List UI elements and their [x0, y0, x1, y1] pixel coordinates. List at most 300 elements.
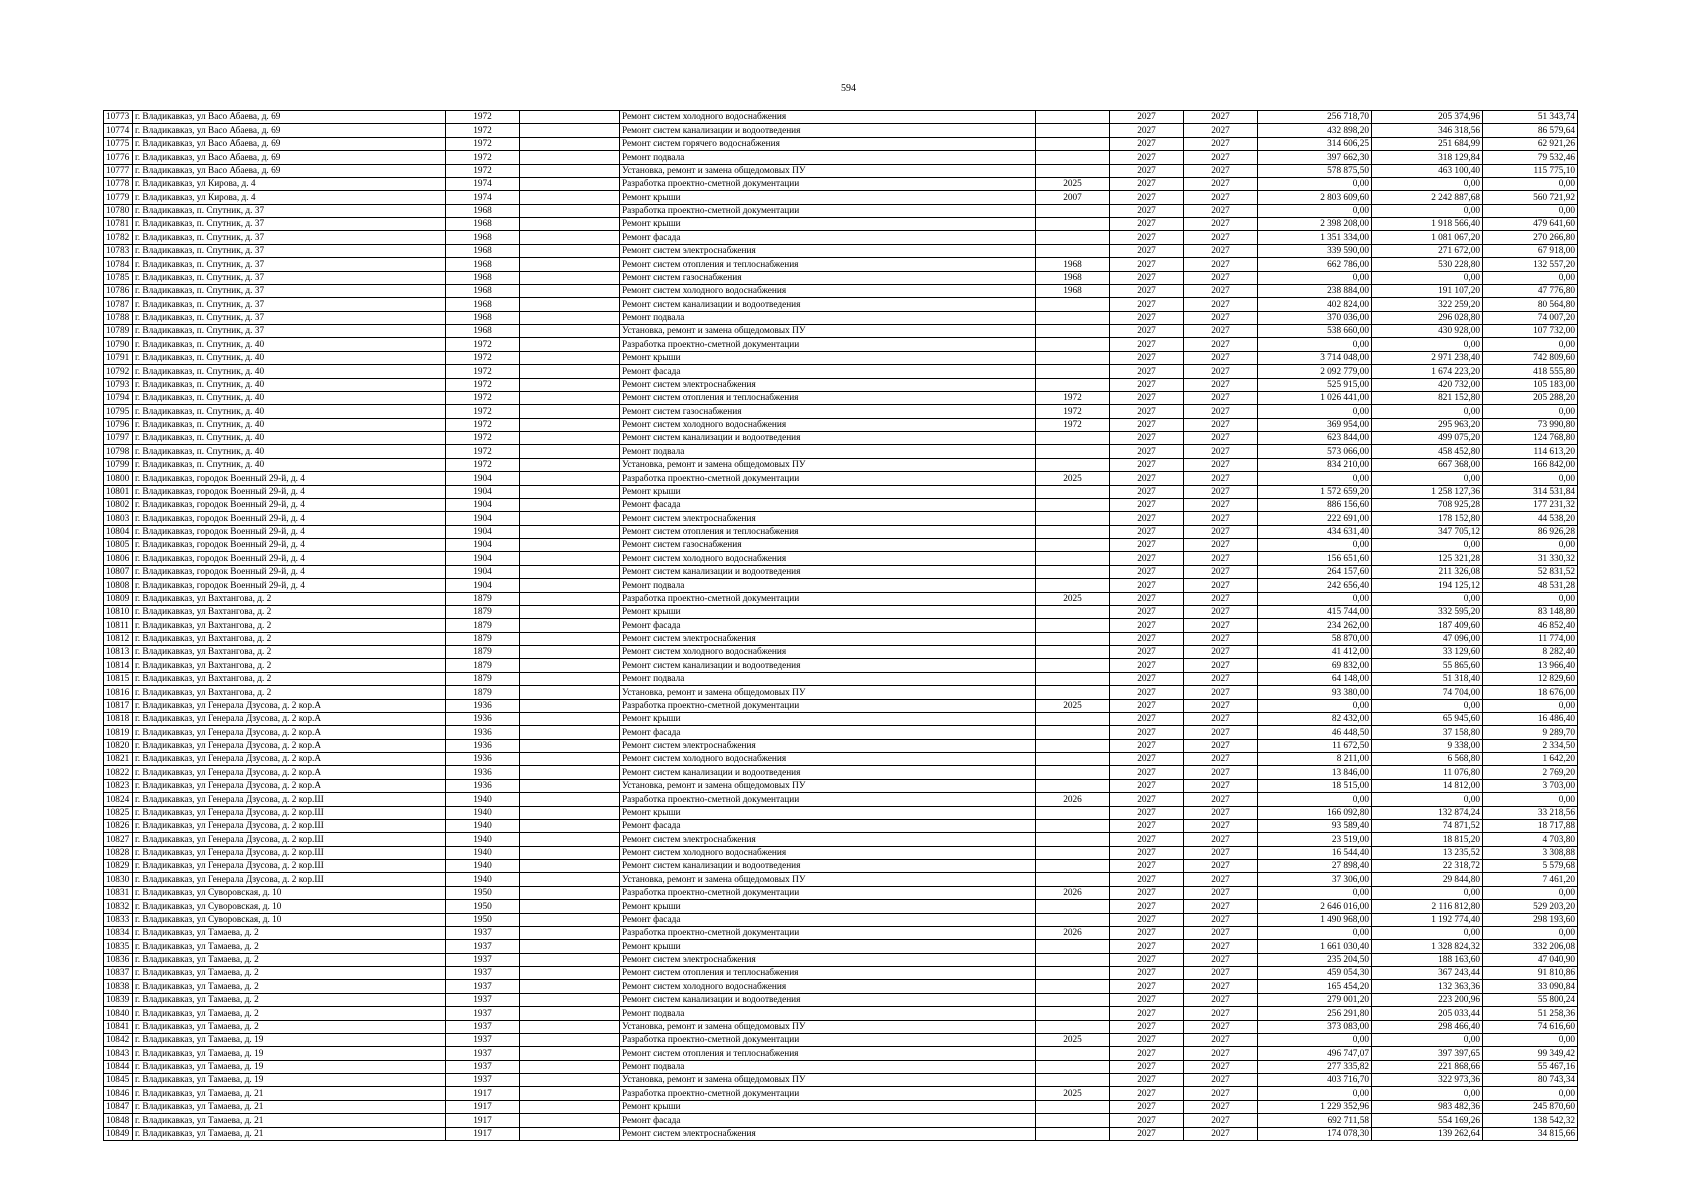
- year-from-cell: 2027: [1110, 860, 1184, 873]
- year-from-cell: 2027: [1110, 739, 1184, 752]
- year-to-cell: 2027: [1184, 699, 1258, 712]
- table-row: [104, 646, 1578, 659]
- fund-cost-cell: 667 368,00: [1372, 458, 1483, 471]
- owners-cost-cell: 80 743,34: [1483, 1074, 1578, 1087]
- owners-cost-cell: 74 007,20: [1483, 311, 1578, 324]
- year-from-cell: 2027: [1110, 485, 1184, 498]
- total-cost-cell: 93 380,00: [1258, 686, 1372, 699]
- total-cost-cell: 27 898,40: [1258, 860, 1372, 873]
- blank-cell: [520, 860, 620, 873]
- year-built-cell: 1950: [446, 913, 520, 926]
- year-to-cell: 2027: [1184, 967, 1258, 980]
- address-cell: г. Владикавказ, ул Генерала Дзусова, д. 2 кор.А: [133, 779, 446, 792]
- total-cost-cell: 18 515,00: [1258, 779, 1372, 792]
- address-cell: г. Владикавказ, городок Военный 29-й, д. 4: [133, 552, 446, 565]
- year-from-cell: 2027: [1110, 151, 1184, 164]
- total-cost-cell: 370 036,00: [1258, 311, 1372, 324]
- total-cost-cell: 46 448,50: [1258, 726, 1372, 739]
- year-from-cell: 2027: [1110, 432, 1184, 445]
- owners-cost-cell: 73 990,80: [1483, 418, 1578, 431]
- owners-cost-cell: 0,00: [1483, 405, 1578, 418]
- owners-cost-cell: 332 206,08: [1483, 940, 1578, 953]
- fund-cost-cell: 125 321,28: [1372, 552, 1483, 565]
- prev-year-cell: [1036, 605, 1110, 618]
- table-row: [104, 1087, 1578, 1100]
- address-cell: г. Владикавказ, ул Вахтангова, д. 2: [133, 605, 446, 618]
- owners-cost-cell: 0,00: [1483, 926, 1578, 939]
- year-built-cell: 1968: [446, 271, 520, 284]
- owners-cost-cell: 245 870,60: [1483, 1100, 1578, 1113]
- address-cell: г. Владикавказ, городок Военный 29-й, д. 4: [133, 565, 446, 578]
- work-type-cell: Ремонт фасада: [620, 819, 1036, 832]
- work-type-cell: Ремонт систем холодного водоснабжения: [620, 753, 1036, 766]
- blank-cell: [520, 940, 620, 953]
- owners-cost-cell: 91 810,86: [1483, 967, 1578, 980]
- year-from-cell: 2027: [1110, 498, 1184, 511]
- prev-year-cell: [1036, 672, 1110, 685]
- owners-cost-cell: 62 921,26: [1483, 137, 1578, 150]
- year-to-cell: 2027: [1184, 779, 1258, 792]
- prev-year-cell: [1036, 913, 1110, 926]
- table-row: [104, 258, 1578, 271]
- prev-year-cell: [1036, 204, 1110, 217]
- year-built-cell: 1968: [446, 325, 520, 338]
- owners-cost-cell: 529 203,20: [1483, 900, 1578, 913]
- year-built-cell: 1972: [446, 351, 520, 364]
- row-id: 10813: [104, 646, 133, 659]
- address-cell: г. Владикавказ, п. Спутник, д. 40: [133, 432, 446, 445]
- year-built-cell: 1972: [446, 137, 520, 150]
- owners-cost-cell: 298 193,60: [1483, 913, 1578, 926]
- table-row: [104, 204, 1578, 217]
- fund-cost-cell: 2 971 238,40: [1372, 351, 1483, 364]
- work-type-cell: Ремонт систем холодного водоснабжения: [620, 284, 1036, 297]
- year-to-cell: 2027: [1184, 806, 1258, 819]
- work-type-cell: Ремонт крыши: [620, 1100, 1036, 1113]
- year-built-cell: 1936: [446, 779, 520, 792]
- blank-cell: [520, 846, 620, 859]
- year-from-cell: 2027: [1110, 659, 1184, 672]
- year-built-cell: 1972: [446, 338, 520, 351]
- fund-cost-cell: 0,00: [1372, 1087, 1483, 1100]
- year-to-cell: 2027: [1184, 552, 1258, 565]
- total-cost-cell: 64 148,00: [1258, 672, 1372, 685]
- row-id: 10805: [104, 539, 133, 552]
- owners-cost-cell: 51 343,74: [1483, 111, 1578, 124]
- row-id: 10830: [104, 873, 133, 886]
- work-type-cell: Ремонт подвала: [620, 1007, 1036, 1020]
- work-type-cell: Установка, ремонт и замена общедомовых ПУ: [620, 164, 1036, 177]
- year-to-cell: 2027: [1184, 592, 1258, 605]
- row-id: 10847: [104, 1100, 133, 1113]
- total-cost-cell: 1 026 441,00: [1258, 391, 1372, 404]
- year-built-cell: 1968: [446, 231, 520, 244]
- year-to-cell: 2027: [1184, 1060, 1258, 1073]
- prev-year-cell: [1036, 873, 1110, 886]
- blank-cell: [520, 980, 620, 993]
- blank-cell: [520, 672, 620, 685]
- year-from-cell: 2027: [1110, 686, 1184, 699]
- year-built-cell: 1879: [446, 646, 520, 659]
- total-cost-cell: 314 606,25: [1258, 137, 1372, 150]
- total-cost-cell: 166 092,80: [1258, 806, 1372, 819]
- fund-cost-cell: 251 684,99: [1372, 137, 1483, 150]
- owners-cost-cell: 114 613,20: [1483, 445, 1578, 458]
- blank-cell: [520, 699, 620, 712]
- year-to-cell: 2027: [1184, 712, 1258, 725]
- row-id: 10827: [104, 833, 133, 846]
- work-type-cell: Ремонт крыши: [620, 940, 1036, 953]
- row-id: 10791: [104, 351, 133, 364]
- year-built-cell: 1936: [446, 699, 520, 712]
- blank-cell: [520, 552, 620, 565]
- row-id: 10821: [104, 753, 133, 766]
- prev-year-cell: [1036, 498, 1110, 511]
- row-id: 10811: [104, 619, 133, 632]
- prev-year-cell: [1036, 298, 1110, 311]
- total-cost-cell: 373 083,00: [1258, 1020, 1372, 1033]
- row-id: 10775: [104, 137, 133, 150]
- year-to-cell: 2027: [1184, 284, 1258, 297]
- prev-year-cell: [1036, 111, 1110, 124]
- row-id: 10794: [104, 391, 133, 404]
- address-cell: г. Владикавказ, городок Военный 29-й, д. 4: [133, 485, 446, 498]
- blank-cell: [520, 1087, 620, 1100]
- year-to-cell: 2027: [1184, 1033, 1258, 1046]
- total-cost-cell: 156 651,60: [1258, 552, 1372, 565]
- table-row: [104, 753, 1578, 766]
- address-cell: г. Владикавказ, ул Генерала Дзусова, д. 2 кор.Ш: [133, 860, 446, 873]
- work-type-cell: Ремонт крыши: [620, 712, 1036, 725]
- work-type-cell: Ремонт систем канализации и водоотведения: [620, 565, 1036, 578]
- owners-cost-cell: 80 564,80: [1483, 298, 1578, 311]
- owners-cost-cell: 115 775,10: [1483, 164, 1578, 177]
- year-built-cell: 1936: [446, 726, 520, 739]
- year-from-cell: 2027: [1110, 753, 1184, 766]
- owners-cost-cell: 1 642,20: [1483, 753, 1578, 766]
- blank-cell: [520, 1114, 620, 1127]
- fund-cost-cell: 420 732,00: [1372, 378, 1483, 391]
- address-cell: г. Владикавказ, п. Спутник, д. 40: [133, 445, 446, 458]
- year-from-cell: 2027: [1110, 271, 1184, 284]
- year-built-cell: 1974: [446, 191, 520, 204]
- prev-year-cell: 2025: [1036, 472, 1110, 485]
- year-from-cell: 2027: [1110, 913, 1184, 926]
- address-cell: г. Владикавказ, п. Спутник, д. 37: [133, 218, 446, 231]
- year-to-cell: 2027: [1184, 1020, 1258, 1033]
- total-cost-cell: 1 229 352,96: [1258, 1100, 1372, 1113]
- year-built-cell: 1940: [446, 833, 520, 846]
- fund-cost-cell: 499 075,20: [1372, 432, 1483, 445]
- address-cell: г. Владикавказ, ул Генерала Дзусова, д. 2 кор.А: [133, 739, 446, 752]
- row-id: 10789: [104, 325, 133, 338]
- table-row: [104, 672, 1578, 685]
- address-cell: г. Владикавказ, ул Тамаева, д. 21: [133, 1127, 446, 1140]
- work-type-cell: Установка, ремонт и замена общедомовых ПУ: [620, 325, 1036, 338]
- table-row: [104, 659, 1578, 672]
- year-built-cell: 1879: [446, 632, 520, 645]
- address-cell: г. Владикавказ, п. Спутник, д. 40: [133, 405, 446, 418]
- owners-cost-cell: 0,00: [1483, 886, 1578, 899]
- address-cell: г. Владикавказ, городок Военный 29-й, д. 4: [133, 512, 446, 525]
- blank-cell: [520, 1033, 620, 1046]
- row-id: 10833: [104, 913, 133, 926]
- row-id: 10836: [104, 953, 133, 966]
- year-to-cell: 2027: [1184, 137, 1258, 150]
- owners-cost-cell: 5 579,68: [1483, 860, 1578, 873]
- total-cost-cell: 0,00: [1258, 271, 1372, 284]
- owners-cost-cell: 46 852,40: [1483, 619, 1578, 632]
- owners-cost-cell: 12 829,60: [1483, 672, 1578, 685]
- prev-year-cell: 2026: [1036, 926, 1110, 939]
- prev-year-cell: [1036, 980, 1110, 993]
- year-from-cell: 2027: [1110, 378, 1184, 391]
- table-row: [104, 284, 1578, 297]
- table-row: [104, 1007, 1578, 1020]
- fund-cost-cell: 0,00: [1372, 699, 1483, 712]
- year-to-cell: 2027: [1184, 1127, 1258, 1140]
- row-id: 10788: [104, 311, 133, 324]
- total-cost-cell: 834 210,00: [1258, 458, 1372, 471]
- year-from-cell: 2027: [1110, 779, 1184, 792]
- total-cost-cell: 2 092 779,00: [1258, 365, 1372, 378]
- fund-cost-cell: 0,00: [1372, 539, 1483, 552]
- total-cost-cell: 886 156,60: [1258, 498, 1372, 511]
- address-cell: г. Владикавказ, ул Генерала Дзусова, д. 2 кор.Ш: [133, 873, 446, 886]
- owners-cost-cell: 86 926,28: [1483, 525, 1578, 538]
- year-to-cell: 2027: [1184, 926, 1258, 939]
- table-row: [104, 191, 1578, 204]
- year-from-cell: 2027: [1110, 244, 1184, 257]
- owners-cost-cell: 177 231,32: [1483, 498, 1578, 511]
- row-id: 10787: [104, 298, 133, 311]
- owners-cost-cell: 83 148,80: [1483, 605, 1578, 618]
- work-type-cell: Ремонт подвала: [620, 672, 1036, 685]
- owners-cost-cell: 742 809,60: [1483, 351, 1578, 364]
- fund-cost-cell: 211 326,08: [1372, 565, 1483, 578]
- row-id: 10797: [104, 432, 133, 445]
- year-from-cell: 2027: [1110, 191, 1184, 204]
- prev-year-cell: [1036, 619, 1110, 632]
- year-from-cell: 2027: [1110, 351, 1184, 364]
- fund-cost-cell: 298 466,40: [1372, 1020, 1483, 1033]
- fund-cost-cell: 13 235,52: [1372, 846, 1483, 859]
- prev-year-cell: [1036, 900, 1110, 913]
- prev-year-cell: [1036, 712, 1110, 725]
- total-cost-cell: 264 157,60: [1258, 565, 1372, 578]
- year-to-cell: 2027: [1184, 485, 1258, 498]
- year-built-cell: 1904: [446, 525, 520, 538]
- blank-cell: [520, 472, 620, 485]
- table-row: [104, 365, 1578, 378]
- year-built-cell: 1904: [446, 512, 520, 525]
- year-built-cell: 1904: [446, 539, 520, 552]
- address-cell: г. Владикавказ, п. Спутник, д. 37: [133, 258, 446, 271]
- total-cost-cell: 0,00: [1258, 405, 1372, 418]
- address-cell: г. Владикавказ, п. Спутник, д. 37: [133, 284, 446, 297]
- prev-year-cell: [1036, 378, 1110, 391]
- total-cost-cell: 0,00: [1258, 338, 1372, 351]
- fund-cost-cell: 0,00: [1372, 271, 1483, 284]
- table-row: [104, 699, 1578, 712]
- prev-year-cell: [1036, 846, 1110, 859]
- row-id: 10844: [104, 1060, 133, 1073]
- year-built-cell: 1972: [446, 445, 520, 458]
- address-cell: г. Владикавказ, ул Вахтангова, д. 2: [133, 646, 446, 659]
- year-built-cell: 1968: [446, 204, 520, 217]
- blank-cell: [520, 365, 620, 378]
- fund-cost-cell: 463 100,40: [1372, 164, 1483, 177]
- work-type-cell: Ремонт систем электроснабжения: [620, 1127, 1036, 1140]
- table-row: [104, 1060, 1578, 1073]
- year-built-cell: 1972: [446, 391, 520, 404]
- table-row: [104, 1127, 1578, 1140]
- row-id: 10776: [104, 151, 133, 164]
- total-cost-cell: 235 204,50: [1258, 953, 1372, 966]
- fund-cost-cell: 188 163,60: [1372, 953, 1483, 966]
- owners-cost-cell: 4 703,80: [1483, 833, 1578, 846]
- blank-cell: [520, 632, 620, 645]
- prev-year-cell: [1036, 351, 1110, 364]
- year-to-cell: 2027: [1184, 860, 1258, 873]
- year-to-cell: 2027: [1184, 739, 1258, 752]
- year-from-cell: 2027: [1110, 632, 1184, 645]
- blank-cell: [520, 819, 620, 832]
- fund-cost-cell: 1 081 067,20: [1372, 231, 1483, 244]
- prev-year-cell: [1036, 445, 1110, 458]
- fund-cost-cell: 1 192 774,40: [1372, 913, 1483, 926]
- row-id: 10786: [104, 284, 133, 297]
- address-cell: г. Владикавказ, ул Вахтангова, д. 2: [133, 619, 446, 632]
- row-id: 10782: [104, 231, 133, 244]
- owners-cost-cell: 13 966,40: [1483, 659, 1578, 672]
- row-id: 10802: [104, 498, 133, 511]
- year-to-cell: 2027: [1184, 1047, 1258, 1060]
- owners-cost-cell: 47 776,80: [1483, 284, 1578, 297]
- table-row: [104, 993, 1578, 1006]
- row-id: 10828: [104, 846, 133, 859]
- prev-year-cell: 1972: [1036, 418, 1110, 431]
- table-row: [104, 351, 1578, 364]
- fund-cost-cell: 1 328 824,32: [1372, 940, 1483, 953]
- row-id: 10838: [104, 980, 133, 993]
- row-id: 10780: [104, 204, 133, 217]
- total-cost-cell: 41 412,00: [1258, 646, 1372, 659]
- work-type-cell: Разработка проектно-сметной документации: [620, 926, 1036, 939]
- fund-cost-cell: 821 152,80: [1372, 391, 1483, 404]
- table-row: [104, 579, 1578, 592]
- row-id: 10843: [104, 1047, 133, 1060]
- year-from-cell: 2027: [1110, 1007, 1184, 1020]
- year-to-cell: 2027: [1184, 445, 1258, 458]
- row-id: 10796: [104, 418, 133, 431]
- blank-cell: [520, 1047, 620, 1060]
- address-cell: г. Владикавказ, п. Спутник, д. 40: [133, 418, 446, 431]
- address-cell: г. Владикавказ, ул Генерала Дзусова, д. 2 кор.А: [133, 753, 446, 766]
- table-row: [104, 151, 1578, 164]
- prev-year-cell: [1036, 365, 1110, 378]
- year-from-cell: 2027: [1110, 365, 1184, 378]
- work-type-cell: Ремонт систем канализации и водоотведения: [620, 860, 1036, 873]
- owners-cost-cell: 0,00: [1483, 204, 1578, 217]
- blank-cell: [520, 619, 620, 632]
- prev-year-cell: [1036, 1060, 1110, 1073]
- address-cell: г. Владикавказ, ул Васо Абаева, д. 69: [133, 137, 446, 150]
- work-type-cell: Ремонт систем холодного водоснабжения: [620, 418, 1036, 431]
- year-from-cell: 2027: [1110, 819, 1184, 832]
- table-row: [104, 512, 1578, 525]
- year-from-cell: 2027: [1110, 900, 1184, 913]
- year-built-cell: 1940: [446, 806, 520, 819]
- year-from-cell: 2027: [1110, 605, 1184, 618]
- year-from-cell: 2027: [1110, 391, 1184, 404]
- address-cell: г. Владикавказ, ул Суворовская, д. 10: [133, 900, 446, 913]
- year-to-cell: 2027: [1184, 659, 1258, 672]
- row-id: 10801: [104, 485, 133, 498]
- owners-cost-cell: 7 461,20: [1483, 873, 1578, 886]
- fund-cost-cell: 322 973,36: [1372, 1074, 1483, 1087]
- total-cost-cell: 578 875,50: [1258, 164, 1372, 177]
- prev-year-cell: [1036, 766, 1110, 779]
- prev-year-cell: [1036, 940, 1110, 953]
- fund-cost-cell: 74 704,00: [1372, 686, 1483, 699]
- work-type-cell: Ремонт подвала: [620, 1060, 1036, 1073]
- owners-cost-cell: 0,00: [1483, 793, 1578, 806]
- row-id: 10841: [104, 1020, 133, 1033]
- year-to-cell: 2027: [1184, 632, 1258, 645]
- work-type-cell: Установка, ремонт и замена общедомовых ПУ: [620, 458, 1036, 471]
- owners-cost-cell: 0,00: [1483, 271, 1578, 284]
- year-to-cell: 2027: [1184, 512, 1258, 525]
- year-built-cell: 1940: [446, 860, 520, 873]
- address-cell: г. Владикавказ, ул Васо Абаева, д. 69: [133, 164, 446, 177]
- work-type-cell: Ремонт систем холодного водоснабжения: [620, 111, 1036, 124]
- owners-cost-cell: 0,00: [1483, 1033, 1578, 1046]
- table-row: [104, 592, 1578, 605]
- year-from-cell: 2027: [1110, 953, 1184, 966]
- total-cost-cell: 538 660,00: [1258, 325, 1372, 338]
- year-from-cell: 2027: [1110, 726, 1184, 739]
- owners-cost-cell: 2 334,50: [1483, 739, 1578, 752]
- year-to-cell: 2027: [1184, 886, 1258, 899]
- work-type-cell: Ремонт фасада: [620, 619, 1036, 632]
- fund-cost-cell: 0,00: [1372, 472, 1483, 485]
- prev-year-cell: [1036, 579, 1110, 592]
- blank-cell: [520, 445, 620, 458]
- year-to-cell: 2027: [1184, 846, 1258, 859]
- fund-cost-cell: 132 363,36: [1372, 980, 1483, 993]
- blank-cell: [520, 284, 620, 297]
- year-built-cell: 1917: [446, 1087, 520, 1100]
- row-id: 10846: [104, 1087, 133, 1100]
- work-type-cell: Ремонт систем отопления и теплоснабжения: [620, 258, 1036, 271]
- fund-cost-cell: 33 129,60: [1372, 646, 1483, 659]
- address-cell: г. Владикавказ, ул Вахтангова, д. 2: [133, 672, 446, 685]
- fund-cost-cell: 318 129,84: [1372, 151, 1483, 164]
- fund-cost-cell: 187 409,60: [1372, 619, 1483, 632]
- work-type-cell: Ремонт систем электроснабжения: [620, 244, 1036, 257]
- total-cost-cell: 242 656,40: [1258, 579, 1372, 592]
- blank-cell: [520, 218, 620, 231]
- year-to-cell: 2027: [1184, 124, 1258, 137]
- work-type-cell: Ремонт крыши: [620, 605, 1036, 618]
- prev-year-cell: [1036, 525, 1110, 538]
- owners-cost-cell: 16 486,40: [1483, 712, 1578, 725]
- year-to-cell: 2027: [1184, 405, 1258, 418]
- total-cost-cell: 8 211,00: [1258, 753, 1372, 766]
- work-type-cell: Ремонт систем горячего водоснабжения: [620, 137, 1036, 150]
- year-to-cell: 2027: [1184, 338, 1258, 351]
